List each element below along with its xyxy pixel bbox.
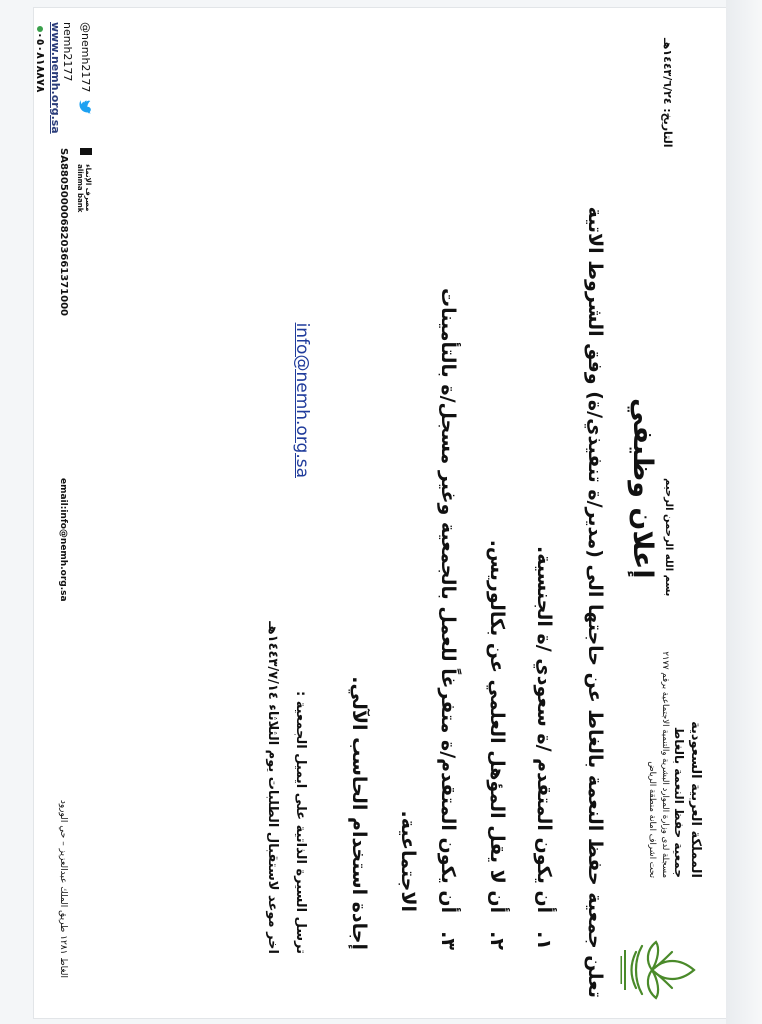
bank-info — [58, 148, 92, 358]
website-link[interactable]: www.nemh.org.sa — [49, 22, 62, 134]
letter-date: التاريخ: ١٤٤٣/٦/٢٤هـ — [661, 38, 674, 148]
phone-text: ٠٥٠٨١٨٨٧٨ — [34, 32, 47, 93]
condition-2 — [486, 540, 508, 950]
announcement-intro: تعلن جمعية حفظ النعمة بالغاط عن حاجتها الى (مدير/ة تنفيذي/ة) وفق الشروط الاتية — [584, 206, 606, 998]
footer-email: email:info@nemh.org.sa — [58, 478, 68, 602]
org-country: المملكة العربية السعودية — [688, 721, 703, 878]
twitter-bird-icon — [79, 100, 91, 114]
secondary-handle: nemh2177 — [61, 22, 74, 82]
announcement-title: إعلان وظيفي — [627, 398, 658, 579]
bank-iban: SA8805000068203661371000 — [58, 148, 69, 317]
org-supervision: تحت اشراف امانة منطقة الرياض — [647, 761, 657, 878]
bank-name-ar: مصرف الإنماء — [84, 164, 92, 212]
scan-edge — [726, 0, 762, 1024]
application-email-link[interactable]: info@nemh.org.sa — [292, 322, 312, 478]
send-cv-instruction: ترسل السيرة الذاتية على ايميل الجمعية : — [293, 691, 308, 954]
footer-address: الغاط ١٢٨١ طريق الملك عبدالعزيز – حي الورود — [58, 799, 68, 978]
phone-number — [34, 22, 47, 142]
condition-1 — [533, 546, 555, 950]
condition-text: أن يكون المتقدم /ة سعودي /ة الجنسية. — [533, 546, 555, 914]
web-contact — [34, 22, 62, 142]
rotated-letter-page — [34, 8, 726, 1018]
social-info — [61, 22, 92, 142]
condition-text: أن لا يقل المؤهل العلمي عن بكالوريس. — [486, 539, 508, 914]
condition-text: أن يكون المتقدم/ة متفرغاً للعمل بالجمعية وغير مسجل/ة بالتأمينات — [437, 287, 459, 914]
condition-3 — [437, 288, 459, 950]
condition-number: ١. — [533, 931, 555, 950]
condition-number: ٢. — [486, 931, 508, 950]
twitter-handle[interactable]: @nemh2177 — [79, 22, 92, 93]
condition-number: ٣. — [437, 931, 459, 950]
application-deadline: اخر موعد لاستقبال الطلبات يوم الثلاثاء ١٤٤٣/٧/١٤هـ — [265, 621, 280, 954]
bank-name-en: alinma bank — [76, 164, 84, 213]
association-logo — [618, 938, 700, 1002]
organization-letterhead — [645, 651, 704, 878]
org-registration: مسجلة لدى وزارة الموارد البشرية والتنمية الاجتماعية برقم ٢١٧٧ — [660, 651, 670, 878]
skill-requirement: إجادة استخدام الحاسب الآلي. — [348, 676, 370, 950]
condition-3-continued: الاجتماعية. — [397, 810, 419, 912]
bank-logo-icon — [80, 148, 92, 155]
basmala: بسم الله الرحمن الرحيم — [663, 478, 674, 597]
org-name: جمعية حفظ النعمة بالغاط — [672, 726, 686, 878]
